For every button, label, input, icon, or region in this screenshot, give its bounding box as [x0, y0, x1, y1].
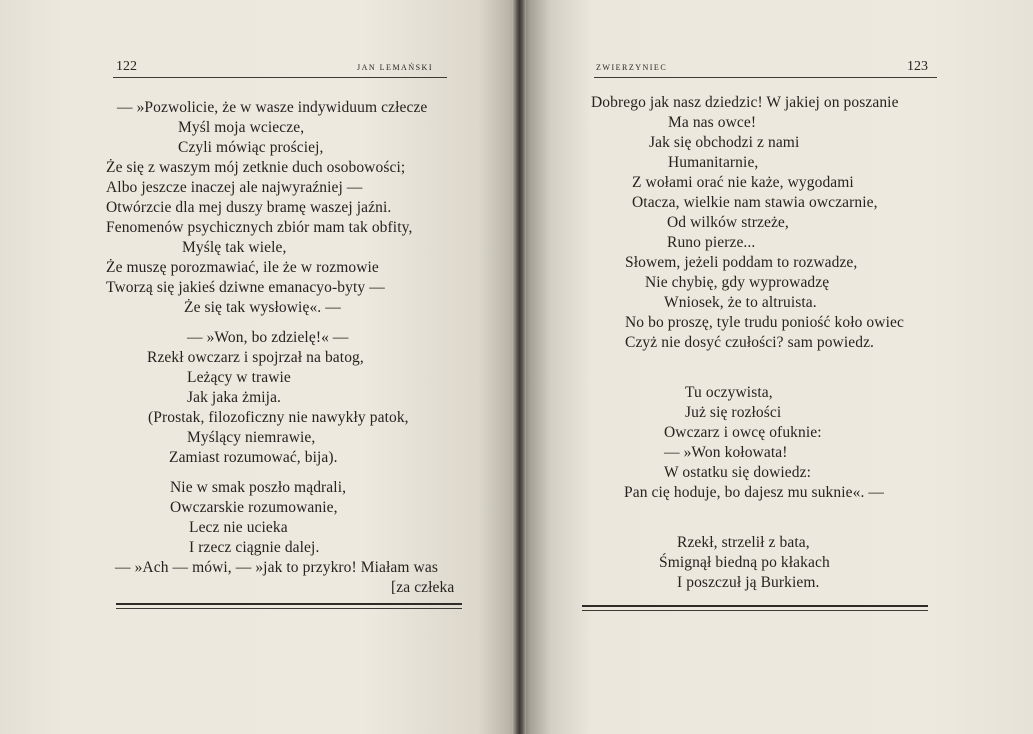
- poem-line: Myślę tak wiele,: [182, 239, 287, 256]
- poem-line: W ostatku się dowiedz:: [664, 464, 811, 481]
- poem-line: Słowem, jeżeli poddam to rozwadze,: [625, 254, 858, 271]
- poem-line: — »Won kołowata!: [664, 444, 788, 461]
- poem-line: Że się z waszym mój zetknie duch osobowości;: [106, 159, 406, 176]
- poem-line: Czyż nie dosyć czułości? sam powiedz.: [625, 334, 875, 351]
- poem-line: Zamiast rozumować, bija).: [169, 449, 338, 466]
- poem-line: No bo proszę, tyle trudu poniość koło owiec: [625, 314, 904, 331]
- poem-line: Czyli mówiąc prościej,: [178, 139, 324, 156]
- left-page-number: 122: [116, 59, 137, 74]
- poem-line: Ma nas owce!: [668, 114, 757, 131]
- poem-line: Śmignął biedną po kłakach: [659, 554, 830, 571]
- poem-line: Jak się obchodzi z nami: [649, 134, 800, 151]
- right-page-number: 123: [907, 59, 928, 74]
- poem-line: Tworzą się jakieś dziwne emanacyo-byty —: [106, 279, 385, 296]
- poem-line: Pan cię hoduje, bo dajesz mu suknie«. —: [624, 484, 885, 501]
- poem-line: Lecz nie ucieka: [189, 519, 288, 536]
- right-running-head: ZWIERZYNIEC: [596, 63, 668, 72]
- left-footer-rule-thin: [116, 608, 462, 609]
- right-footer-rule: [582, 605, 928, 607]
- left-running-head: JAN LEMAŃSKI: [357, 63, 433, 72]
- poem-line: Myśl moja wciecze,: [178, 119, 305, 136]
- poem-line: Tu oczywista,: [685, 384, 773, 401]
- poem-line: Otacza, wielkie nam stawia owczarnie,: [632, 194, 878, 211]
- poem-line: Z wołami orać nie każe, wygodami: [632, 174, 854, 191]
- poem-line: Otwórzcie dla mej duszy bramę waszej jaźni.: [106, 199, 392, 216]
- right-footer-rule-thin: [582, 610, 928, 611]
- poem-line: Runo pierze...: [667, 234, 756, 251]
- poem-line: [za człeka: [391, 579, 455, 596]
- poem-line: — »Ach — mówi, — »jak to przykro! Miałam was: [115, 559, 438, 576]
- poem-line: — »Won, bo zdzielę!« —: [187, 329, 349, 346]
- poem-line: Rzekł, strzelił z bata,: [677, 534, 810, 551]
- poem-line: I poszczuł ją Burkiem.: [677, 574, 820, 591]
- poem-line: I rzecz ciągnie dalej.: [189, 539, 320, 556]
- poem-line: Myślący niemrawie,: [187, 429, 316, 446]
- poem-line: Że się tak wysłowię«. —: [184, 299, 341, 316]
- poem-line: Leżący w trawie: [187, 369, 291, 386]
- poem-line: Fenomenów psychicznych zbiór mam tak obfity,: [106, 219, 413, 236]
- poem-line: Dobrego jak nasz dziedzic! W jakiej on poszanie: [591, 94, 899, 111]
- poem-line: Że muszę porozmawiać, ile że w rozmowie: [106, 259, 379, 276]
- poem-line: Albo jeszcze inaczej ale najwyraźniej —: [106, 179, 363, 196]
- poem-line: Humanitarnie,: [668, 154, 759, 171]
- left-footer-rule: [116, 603, 462, 605]
- poem-line: Nie w smak poszło mądrali,: [170, 479, 347, 496]
- poem-line: Od wilków strzeże,: [667, 214, 789, 231]
- poem-line: Owczarskie rozumowanie,: [170, 499, 338, 516]
- poem-line: Wniosek, że to altruista.: [664, 294, 817, 311]
- right-page: [520, 0, 1033, 734]
- poem-line: Jak jaka żmija.: [187, 389, 282, 406]
- poem-line: — »Pozwolicie, że w wasze indywiduum człecze: [117, 99, 428, 116]
- left-header-rule: [113, 77, 447, 78]
- poem-line: (Prostak, filozoficzny nie nawykły patok,: [148, 409, 409, 426]
- book-gutter-shadow: [512, 0, 526, 734]
- poem-line: Owczarz i owcę ofuknie:: [664, 424, 822, 441]
- poem-line: Nie chybię, gdy wyprowadzę: [645, 274, 830, 291]
- poem-line: Już się rozłości: [685, 404, 782, 421]
- poem-line: Rzekł owczarz i spojrzał na batog,: [147, 349, 364, 366]
- right-header-rule: [594, 77, 937, 78]
